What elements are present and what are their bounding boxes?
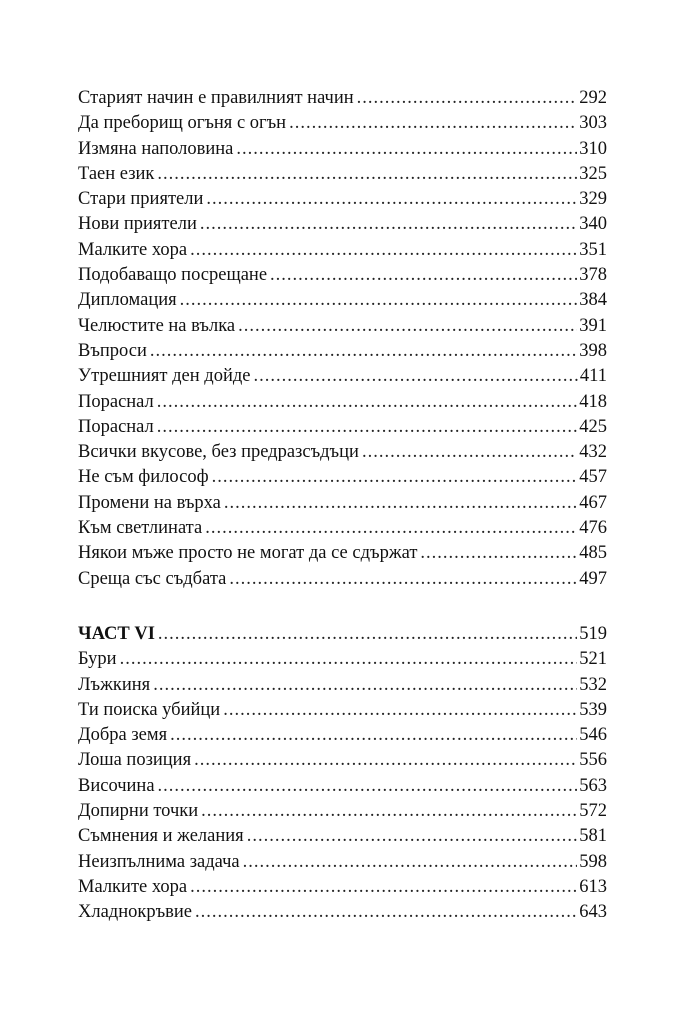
toc-entry-page: 325 [579,163,607,184]
toc-entry-page: 340 [579,214,607,235]
toc-entry-page: 572 [579,801,607,822]
toc-entry [78,111,607,136]
toc-entry [78,238,607,263]
toc-entry-page: 411 [579,366,607,387]
toc-entry [78,390,607,415]
toc-entry [78,187,607,212]
toc-entry-title: Съмнения и желания [78,826,244,847]
dot-leader [120,647,578,672]
toc-entry-page: 418 [579,391,607,412]
toc-entry-page: 329 [579,189,607,210]
dot-leader [205,516,577,541]
toc-entry-page: 310 [579,138,607,159]
toc-entry [78,86,607,111]
toc-entry-page: 467 [579,492,607,513]
toc-entry-title: Бури [78,649,117,670]
toc-entry-page: 476 [579,518,607,539]
toc-section-part-six [78,622,607,926]
dot-leader [236,137,577,162]
toc-entry [78,748,607,773]
dot-leader [212,465,578,490]
dot-leader [158,774,578,799]
toc-entry-page: 457 [579,467,607,488]
toc-entry-page: 546 [579,725,607,746]
toc-entry [78,698,607,723]
dot-leader [362,440,577,465]
toc-entry [78,647,607,672]
dot-leader [157,415,577,440]
toc-entry-page: 521 [579,649,607,670]
dot-leader [247,824,578,849]
toc-entry-title: Малките хора [78,239,188,260]
toc-entry [78,137,607,162]
toc-entry-page: 378 [579,265,607,286]
dot-leader [224,491,577,516]
toc-entry-page: 485 [579,543,607,564]
toc-entry [78,541,607,566]
toc-entry-title: Лоша позиция [78,750,192,771]
dot-leader [201,799,577,824]
toc-part-title: ЧАСТ VI [78,623,155,644]
toc-entry-title: Не съм философ [78,467,209,488]
toc-part-page: 519 [579,623,607,644]
toc-entry-page: 432 [579,442,607,463]
toc-entry-title: Утрешният ден дойде [78,366,251,387]
toc-entry-title: Хладнокръвие [78,902,193,923]
dot-leader [158,622,577,647]
toc-entry-page: 303 [579,113,607,134]
toc-entry-page: 581 [579,826,607,847]
toc-entry [78,465,607,490]
dot-leader [190,875,577,900]
toc-entry-title: Нови приятели [78,214,197,235]
toc-entry [78,516,607,541]
toc-entry-title: Промени на върха [78,492,221,513]
dot-leader [223,698,577,723]
toc-entry [78,364,607,389]
dot-leader [150,339,577,364]
toc-entry [78,774,607,799]
toc-entry [78,314,607,339]
toc-entry [78,263,607,288]
dot-leader [253,364,577,389]
toc-entry-title: Старият начин е правилният начин [78,88,354,108]
toc-entry [78,875,607,900]
toc-entry-page: 425 [579,416,607,437]
toc-entry [78,900,607,925]
toc-entry-title: Височина [78,775,155,796]
dot-leader [238,314,577,339]
toc-entry [78,212,607,237]
toc-entry-page: 563 [579,775,607,796]
toc-entry [78,673,607,698]
dot-leader [170,723,577,748]
toc-entry [78,723,607,748]
dot-leader [190,238,577,263]
toc-entry-title: Челюстите на вълка [78,315,236,336]
toc-entry [78,850,607,875]
toc-entry-title: Ти поиска убийци [78,699,221,720]
toc-entry-title: Допирни точки [78,801,199,822]
toc-entry-page: 292 [579,88,607,108]
toc-entry-title: Стари приятели [78,189,204,210]
toc-entry [78,824,607,849]
toc-entry-title: Таен език [78,163,155,184]
toc-entry-page: 391 [579,315,607,336]
toc-entry-page: 532 [579,674,607,695]
toc-entry [78,339,607,364]
toc-entry-title: Среща със съдбата [78,568,227,589]
toc-entry-title: Лъжкиня [78,674,151,695]
dot-leader [157,162,577,187]
toc-entry-title: Подобаващо посрещане [78,265,268,286]
toc-entry-title: Добра земя [78,725,168,746]
toc-entry [78,491,607,516]
table-of-contents [78,86,607,926]
toc-entry-title: Измяна наполовина [78,138,234,159]
dot-leader [357,86,578,111]
dot-leader [153,673,577,698]
toc-entry-title: Всички вкусове, без предразсъдъци [78,442,359,463]
toc-part-heading [78,622,607,647]
dot-leader [289,111,577,136]
toc-entry-title: Въпроси [78,340,147,361]
toc-entry-title: Пораснал [78,391,154,412]
toc-entry [78,799,607,824]
toc-entry-page: 398 [579,340,607,361]
toc-entry-title: Неизпълнима задача [78,851,240,872]
dot-leader [157,390,577,415]
dot-leader [195,900,577,925]
dot-leader [229,567,577,592]
toc-entry-title: Пораснал [78,416,154,437]
toc-entry-page: 556 [579,750,607,771]
toc-section-chapters [78,86,607,592]
dot-leader [180,288,578,313]
dot-leader [270,263,577,288]
dot-leader [420,541,577,566]
toc-entry [78,440,607,465]
dot-leader [200,212,577,237]
toc-entry-page: 613 [579,876,607,897]
toc-entry-page: 384 [579,290,607,311]
toc-entry [78,415,607,440]
toc-entry [78,567,607,592]
toc-entry-title: Малките хора [78,876,188,897]
toc-entry [78,288,607,313]
toc-entry-page: 351 [579,239,607,260]
dot-leader [206,187,577,212]
dot-leader [243,850,578,875]
toc-entry [78,162,607,187]
toc-entry-title: Да преборищ огъня с огън [78,113,287,134]
toc-entry-page: 643 [579,902,607,923]
toc-entry-page: 598 [579,851,607,872]
dot-leader [194,748,577,773]
toc-entry-page: 497 [579,568,607,589]
toc-entry-title: Някои мъже просто не могат да се сдържат [78,543,418,564]
toc-entry-page: 539 [579,699,607,720]
toc-entry-title: Дипломация [78,290,177,311]
toc-entry-title: Към светлината [78,518,203,539]
